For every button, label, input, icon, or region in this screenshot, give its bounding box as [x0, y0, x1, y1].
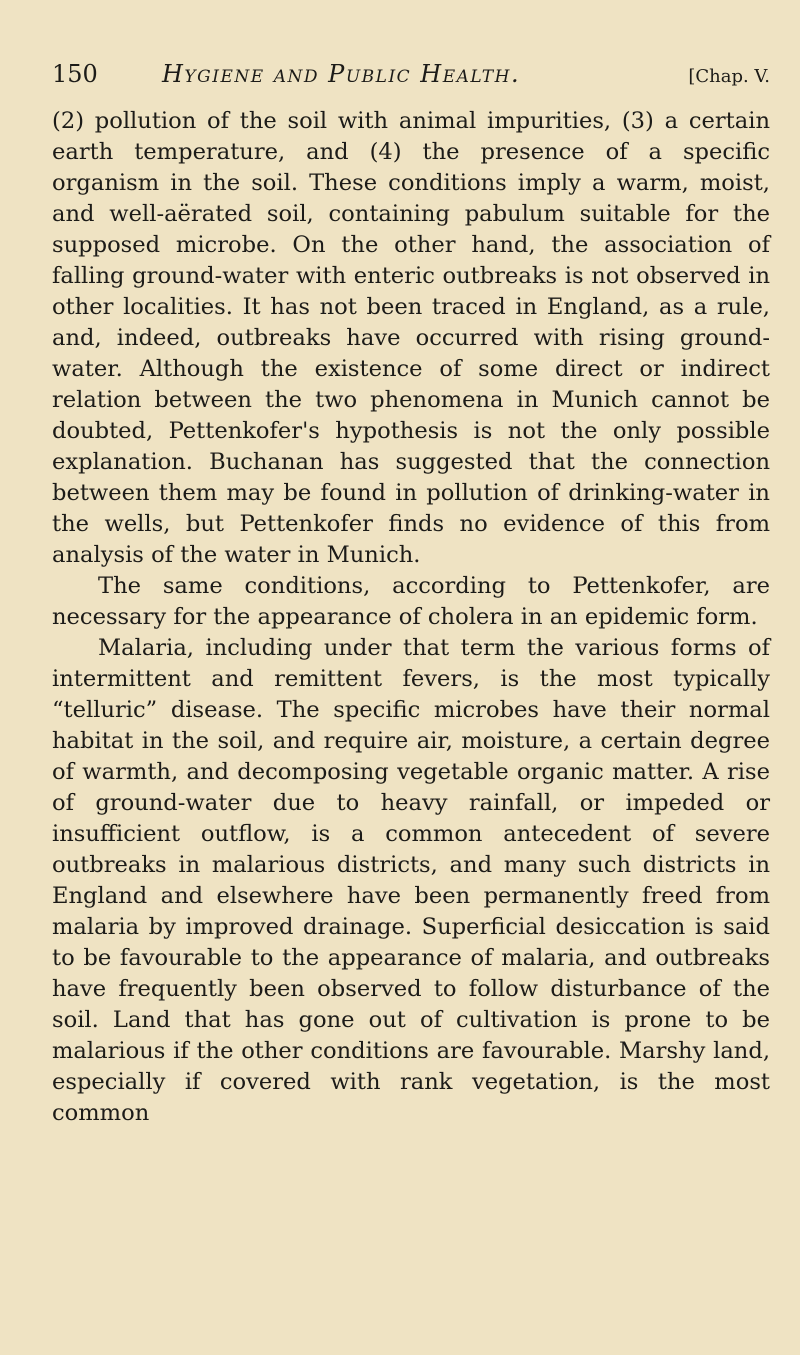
- chapter-label: [Chap. V.: [688, 66, 770, 87]
- page-number: 150: [52, 60, 98, 88]
- body-text: [52, 106, 770, 1129]
- paragraph-cholera: The same conditions, according to Pettenkofer, are necessary for the appearance of cholera in an epidemic form.: [52, 573, 770, 630]
- paragraph-malaria: Malaria, including under that term the various forms of intermittent and remittent fevers, is the most typically “telluric” disease. The specific microbes have their normal habitat in the soil, and require air, moisture, a certain degree of warmth, and decomposing vegetable organic matter. A rise of ground-water due to heavy rainfall, or impeded or insufficient outflow, is a common antecedent of severe outbreaks in malarious districts, and many such districts in England and elsewhere have been permanently freed from malaria by improved drainage. Superficial desiccation is said to be favourable to the appearance of malaria, and outbreaks have frequently been observed to follow disturbance of the soil. Land that has gone out of cultivation is prone to be malarious if the other conditions are favourable. Marshy land, especially if covered with rank vegetation, is the most common: [52, 635, 770, 1126]
- page-header: [52, 54, 770, 94]
- running-title: Hygiene and Public Health.: [162, 60, 521, 88]
- paragraph-continuation: (2) pollution of the soil with animal impurities, (3) a certain earth temperature, and (4) the presence of a specific organism in the soil. These conditions imply a warm, moist, and well-aërated soil, containing pabulum suitable for the supposed microbe. On the other hand, the association of falling ground-water with enteric outbreaks is not observed in other localities. It has not been traced in England, as a rule, and, indeed, outbreaks have occurred with rising ground-water. Although the existence of some direct or indirect relation between the two phenomena in Munich cannot be doubted, Pettenkofer's hypothesis is not the only possible explanation. Buchanan has suggested that the connection between them may be found in pollution of drinking-water in the wells, but Pettenkofer finds no evidence of this from analysis of the water in Munich.: [52, 108, 770, 568]
